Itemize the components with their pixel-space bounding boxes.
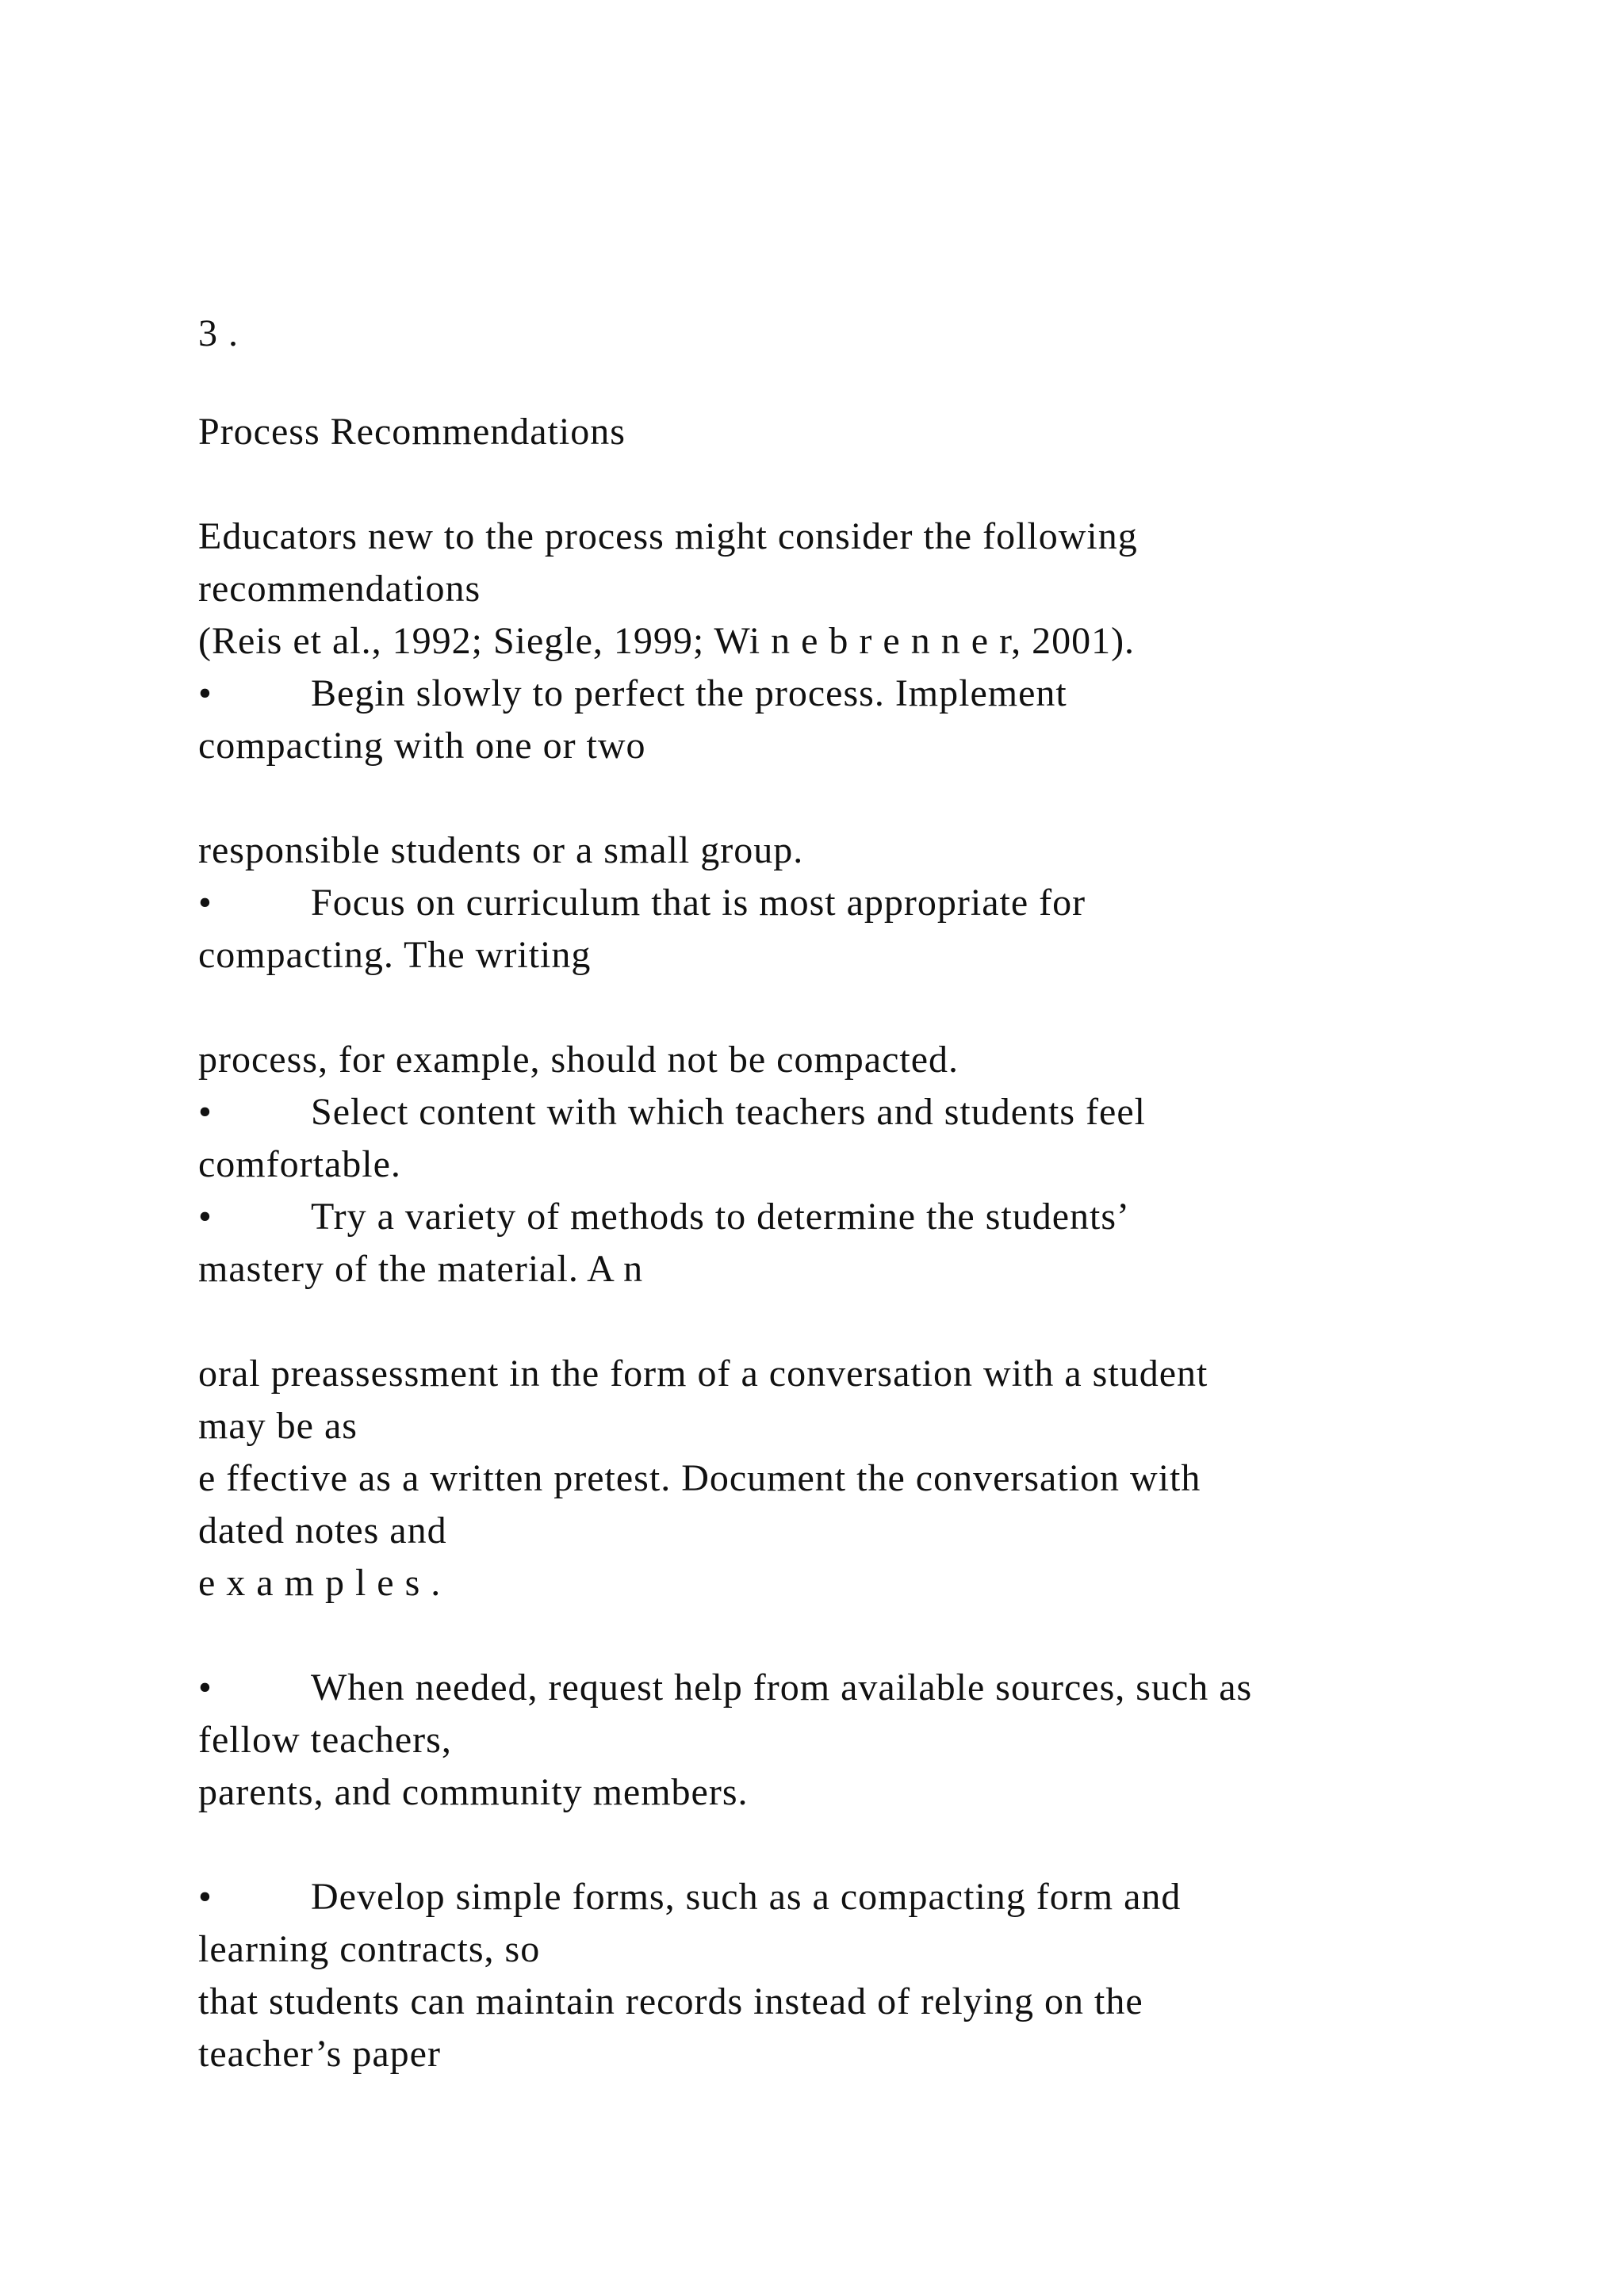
text-line: process, for example, should not be compacted. <box>198 1039 959 1081</box>
text-line: compacting. The writing <box>198 934 592 976</box>
text-line: that students can maintain records instead of relying on the <box>198 1980 1143 2022</box>
bullet-item <box>198 1086 1146 1138</box>
bullet-text: When needed, request help from available sources, such as <box>311 1667 1253 1709</box>
text-line: Educators new to the process might consider the following <box>198 515 1138 557</box>
text-line: responsible students or a small group. <box>198 829 804 871</box>
bullet-marker: • <box>198 882 213 924</box>
bullet-marker: • <box>198 672 213 714</box>
text-line: (Reis et al., 1992; Siegle, 1999; Wi n e b r e n n e r, 2001). <box>198 620 1136 662</box>
text-line: learning contracts, so <box>198 1928 541 1970</box>
bullet-item <box>198 1662 1252 1714</box>
text-line: dated notes and <box>198 1510 447 1552</box>
text-line: parents, and community members. <box>198 1771 749 1813</box>
bullet-text: Select content with which teachers and students feel <box>311 1091 1146 1133</box>
text-line: e ffective as a written pretest. Document the conversation with <box>198 1457 1201 1499</box>
text-line: may be as <box>198 1405 358 1447</box>
text-line: recommendations <box>198 568 481 610</box>
text-line: comfortable. <box>198 1143 401 1185</box>
bullet-text: Focus on curriculum that is most appropriate for <box>311 882 1086 924</box>
bullet-marker: • <box>198 1091 213 1133</box>
bullet-item <box>198 668 1067 720</box>
page-number: 3 . <box>198 312 239 354</box>
bullet-text: Begin slowly to perfect the process. Implement <box>311 672 1067 714</box>
text-line: mastery of the material. A n <box>198 1248 644 1290</box>
text-line: oral preassessment in the form of a conversation with a student <box>198 1353 1208 1395</box>
text-line: teacher’s paper <box>198 2033 441 2075</box>
bullet-text: Try a variety of methods to determine the students’ <box>311 1196 1131 1238</box>
text-line: fellow teachers, <box>198 1719 452 1761</box>
text-line: compacting with one or two <box>198 725 646 767</box>
bullet-item <box>198 1871 1181 1923</box>
section-heading: Process Recommendations <box>198 411 626 453</box>
bullet-text: Develop simple forms, such as a compacting form and <box>311 1876 1182 1918</box>
text-line: e x a m p l e s . <box>198 1562 442 1604</box>
bullet-marker: • <box>198 1667 213 1709</box>
bullet-marker: • <box>198 1196 213 1238</box>
bullet-item <box>198 877 1086 929</box>
bullet-marker: • <box>198 1876 213 1918</box>
bullet-item <box>198 1191 1130 1243</box>
